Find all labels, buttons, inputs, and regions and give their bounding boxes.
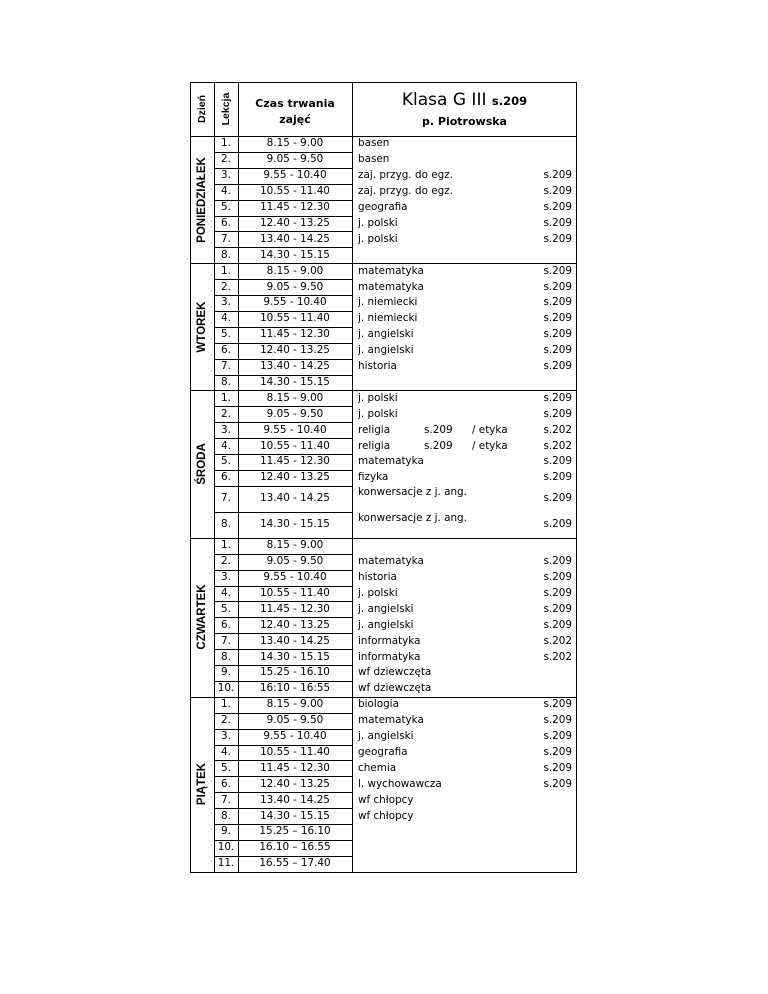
lesson-number: 1. xyxy=(221,698,231,711)
lesson-time: 11.45 - 12.30 xyxy=(260,201,330,214)
lesson-time: 10.55 - 11.40 xyxy=(260,586,330,599)
lesson-number: 11. xyxy=(217,857,235,870)
lesson-time: 8.15 - 9.00 xyxy=(266,137,324,150)
lesson-room: s.209 xyxy=(543,698,572,711)
lesson-room: s.209 xyxy=(543,344,572,357)
lesson-time: 14.30 - 15.15 xyxy=(260,518,330,531)
lesson-alternative: / etyka xyxy=(472,439,508,452)
lesson-room: s.209 xyxy=(543,618,572,631)
day-name: WTOREK xyxy=(196,301,208,353)
lesson-room: s.209 xyxy=(543,280,572,293)
lesson-number: 4. xyxy=(221,312,231,325)
lesson-number: 9. xyxy=(221,825,231,838)
lesson-room: s.209 xyxy=(543,714,572,727)
row-separator xyxy=(214,512,352,513)
lesson-time: 9.05 - 9.50 xyxy=(266,280,324,293)
lesson-time: 9.05 - 9.50 xyxy=(266,153,324,166)
lesson-number: 6. xyxy=(221,618,231,631)
lesson-time: 10.55 - 11.40 xyxy=(260,312,330,325)
lesson-number: 10. xyxy=(217,682,235,695)
lesson-number: 3. xyxy=(221,169,231,182)
lesson-number: 2. xyxy=(221,555,231,568)
lesson-number: 7. xyxy=(221,232,231,245)
lesson-subject: j. polski xyxy=(358,586,398,599)
lesson-room: s.202 xyxy=(543,439,572,452)
lesson-time: 16.10 – 16.55 xyxy=(259,841,331,854)
lesson-time: 10.55 - 11.40 xyxy=(260,745,330,758)
lesson-time: 12.40 - 13.25 xyxy=(260,777,330,790)
table-top-border xyxy=(190,82,577,83)
lesson-room: s.209 xyxy=(543,777,572,790)
day-label-cell xyxy=(190,697,214,872)
lesson-time: 9.55 - 10.40 xyxy=(263,423,327,436)
lesson-subject: j. angielski xyxy=(358,618,414,631)
lesson-subject: geografia xyxy=(358,745,408,758)
lesson-time: 14.30 - 15.15 xyxy=(260,375,330,388)
lesson-subject: wf chłopcy xyxy=(358,809,414,822)
lesson-number: 3. xyxy=(221,730,231,743)
lesson-room: s.209 xyxy=(543,391,572,404)
day-label-cell xyxy=(190,538,214,697)
lesson-number: 3. xyxy=(221,423,231,436)
lesson-room: s.202 xyxy=(543,650,572,663)
lesson-room: s.209 xyxy=(543,518,572,531)
lesson-time: 14.30 - 15.15 xyxy=(260,809,330,822)
lesson-number: 5. xyxy=(221,201,231,214)
lesson-room: s.209 xyxy=(543,201,572,214)
day-label-cell xyxy=(190,136,214,263)
lesson-subject: j. polski xyxy=(358,407,398,420)
lesson-time: 9.55 - 10.40 xyxy=(263,296,327,309)
lesson-room: s.209 xyxy=(543,586,572,599)
lesson-time: 11.45 - 12.30 xyxy=(260,761,330,774)
lesson-time: 9.05 - 9.50 xyxy=(266,407,324,420)
lesson-subject: j. angielski xyxy=(358,328,414,341)
lesson-time: 8.15 - 9.00 xyxy=(266,391,324,404)
column-divider-time xyxy=(352,82,353,873)
lesson-number: 1. xyxy=(221,137,231,150)
header-lesson-cell xyxy=(214,82,238,136)
lesson-time: 16.55 – 17.40 xyxy=(259,857,331,870)
header-day-cell xyxy=(190,82,214,136)
lesson-room: s.209 xyxy=(543,761,572,774)
lesson-subject: konwersacje z j. ang. xyxy=(358,485,467,498)
lesson-time: 16:10 - 16:55 xyxy=(259,682,331,695)
lesson-subject: matematyka xyxy=(358,714,424,727)
lesson-number: 7. xyxy=(221,360,231,373)
lesson-time: 9.55 - 10.40 xyxy=(263,169,327,182)
lesson-time: 12.40 - 13.25 xyxy=(260,216,330,229)
lesson-time: 11.45 - 12.30 xyxy=(260,602,330,615)
lesson-number: 9. xyxy=(221,666,231,679)
lesson-subject: j. angielski xyxy=(358,344,414,357)
lesson-room: s.209 xyxy=(543,455,572,468)
table-left-border xyxy=(190,82,191,873)
lesson-subject: wf chłopcy xyxy=(358,793,414,806)
lesson-subject: l. wychowawcza xyxy=(358,777,442,790)
lesson-room: s.209 xyxy=(543,185,572,198)
lesson-room: s.209 xyxy=(543,492,572,505)
lesson-room: s.209 xyxy=(543,360,572,373)
lesson-time: 11.45 - 12.30 xyxy=(260,328,330,341)
day-name: PONIEDZIAŁEK xyxy=(196,156,208,243)
lesson-number: 10. xyxy=(217,841,235,854)
lesson-time: 8.15 - 9.00 xyxy=(266,264,324,277)
lesson-number: 4. xyxy=(221,745,231,758)
lesson-number: 8. xyxy=(221,375,231,388)
lesson-number: 8. xyxy=(221,809,231,822)
lesson-subject: religia xyxy=(358,439,391,452)
lesson-subject: zaj. przyg. do egz. xyxy=(358,169,453,182)
lesson-subject: zaj. przyg. do egz. xyxy=(358,185,453,198)
lesson-number: 8. xyxy=(221,248,231,261)
lesson-subject: informatyka xyxy=(358,650,421,663)
lesson-time: 9.05 - 9.50 xyxy=(266,555,324,568)
lesson-time: 9.05 - 9.50 xyxy=(266,714,324,727)
lesson-time: 8.15 - 9.00 xyxy=(266,698,324,711)
lesson-room: s.209 xyxy=(543,312,572,325)
lesson-room: s.209 xyxy=(543,296,572,309)
lesson-time: 13.40 - 14.25 xyxy=(260,634,330,647)
lesson-number: 2. xyxy=(221,153,231,166)
lesson-number: 2. xyxy=(221,714,231,727)
lesson-subject: chemia xyxy=(358,761,397,774)
lesson-time: 8.15 - 9.00 xyxy=(266,539,324,552)
lesson-subject: matematyka xyxy=(358,455,424,468)
lesson-room: s.209 xyxy=(543,602,572,615)
lesson-time: 13.40 - 14.25 xyxy=(260,232,330,245)
lesson-subject: j. polski xyxy=(358,216,398,229)
class-name: Klasa G III xyxy=(401,90,487,110)
lesson-room: s.209 xyxy=(543,745,572,758)
header-day: Dzień xyxy=(196,94,208,124)
lesson-room: s.209 xyxy=(543,407,572,420)
lesson-time: 15.25 – 16.10 xyxy=(259,825,331,838)
lesson-subject: informatyka xyxy=(358,634,421,647)
header-duration: Czas trwania zajęć xyxy=(255,97,335,126)
timetable xyxy=(190,82,577,870)
lesson-number: 7. xyxy=(221,492,231,505)
class-title xyxy=(352,90,577,110)
lesson-number: 4. xyxy=(221,185,231,198)
lesson-time: 13.40 - 14.25 xyxy=(260,793,330,806)
lesson-time: 9.55 - 10.40 xyxy=(263,730,327,743)
day-label-cell xyxy=(190,263,214,390)
lesson-number: 2. xyxy=(221,407,231,420)
lesson-subject: j. niemiecki xyxy=(358,296,418,309)
lesson-number: 2. xyxy=(221,280,231,293)
class-room: s.209 xyxy=(491,94,528,108)
day-name: PIĄTEK xyxy=(196,763,208,806)
lesson-subject-room: s.209 xyxy=(424,423,453,436)
table-right-border xyxy=(576,82,577,873)
lesson-room: s.209 xyxy=(543,169,572,182)
lesson-time: 9.55 - 10.40 xyxy=(263,571,327,584)
lesson-room: s.209 xyxy=(543,232,572,245)
lesson-room: s.209 xyxy=(543,730,572,743)
day-name: CZWARTEK xyxy=(196,584,208,650)
lesson-room: s.209 xyxy=(543,328,572,341)
lesson-time: 13.40 - 14.25 xyxy=(260,492,330,505)
lesson-time: 12.40 - 13.25 xyxy=(260,471,330,484)
lesson-subject: matematyka xyxy=(358,280,424,293)
lesson-room: s.209 xyxy=(543,555,572,568)
lesson-time: 10.55 - 11.40 xyxy=(260,185,330,198)
lesson-number: 1. xyxy=(221,391,231,404)
lesson-time: 15.25 - 16.10 xyxy=(260,666,330,679)
lesson-room: s.202 xyxy=(543,634,572,647)
lesson-subject: j. angielski xyxy=(358,602,414,615)
lesson-room: s.209 xyxy=(543,571,572,584)
teacher-name: p. Piotrowska xyxy=(422,115,507,128)
lesson-subject: wf dziewczęta xyxy=(358,666,432,679)
lesson-subject: konwersacje z j. ang. xyxy=(358,511,467,524)
header-lesson: Lekcja xyxy=(220,92,232,126)
lesson-number: 7. xyxy=(221,793,231,806)
lesson-subject-room: s.209 xyxy=(424,439,453,452)
lesson-subject: wf dziewczęta xyxy=(358,682,432,695)
lesson-subject: j. polski xyxy=(358,391,398,404)
lesson-subject: religia xyxy=(358,423,391,436)
lesson-number: 5. xyxy=(221,761,231,774)
lesson-subject: j. polski xyxy=(358,232,398,245)
lesson-time: 10.55 - 11.40 xyxy=(260,439,330,452)
day-separator xyxy=(190,872,577,873)
lesson-time: 14.30 - 15.15 xyxy=(260,248,330,261)
lesson-number: 6. xyxy=(221,777,231,790)
lesson-number: 6. xyxy=(221,471,231,484)
lesson-time: 14.30 - 15.15 xyxy=(260,650,330,663)
lesson-number: 4. xyxy=(221,439,231,452)
lesson-number: 3. xyxy=(221,296,231,309)
lesson-room: s.202 xyxy=(543,423,572,436)
lesson-number: 5. xyxy=(221,328,231,341)
column-divider-day xyxy=(214,82,215,873)
row-separator xyxy=(214,486,352,487)
column-divider-lesson xyxy=(238,82,239,873)
lesson-time: 13.40 - 14.25 xyxy=(260,360,330,373)
lesson-time: 12.40 - 13.25 xyxy=(260,618,330,631)
lesson-subject: matematyka xyxy=(358,555,424,568)
lesson-number: 5. xyxy=(221,602,231,615)
lesson-number: 8. xyxy=(221,650,231,663)
lesson-number: 6. xyxy=(221,216,231,229)
lesson-subject: j. niemiecki xyxy=(358,312,418,325)
day-name: ŚRODA xyxy=(196,443,208,485)
lesson-subject: j. angielski xyxy=(358,730,414,743)
lesson-subject: geografia xyxy=(358,201,408,214)
lesson-subject: matematyka xyxy=(358,264,424,277)
lesson-room: s.209 xyxy=(543,471,572,484)
lesson-subject: historia xyxy=(358,360,397,373)
lesson-number: 1. xyxy=(221,539,231,552)
lesson-room: s.209 xyxy=(543,216,572,229)
lesson-subject: historia xyxy=(358,571,397,584)
day-label-cell xyxy=(190,390,214,537)
lesson-room: s.209 xyxy=(543,264,572,277)
lesson-alternative: / etyka xyxy=(472,423,508,436)
lesson-subject: basen xyxy=(358,153,390,166)
lesson-number: 1. xyxy=(221,264,231,277)
lesson-time: 12.40 - 13.25 xyxy=(260,344,330,357)
lesson-subject: fizyka xyxy=(358,471,389,484)
lesson-number: 3. xyxy=(221,571,231,584)
lesson-subject: biologia xyxy=(358,698,399,711)
lesson-subject: basen xyxy=(358,137,390,150)
lesson-time: 11.45 - 12.30 xyxy=(260,455,330,468)
lesson-number: 7. xyxy=(221,634,231,647)
lesson-number: 6. xyxy=(221,344,231,357)
lesson-number: 8. xyxy=(221,518,231,531)
lesson-number: 4. xyxy=(221,586,231,599)
lesson-number: 5. xyxy=(221,455,231,468)
